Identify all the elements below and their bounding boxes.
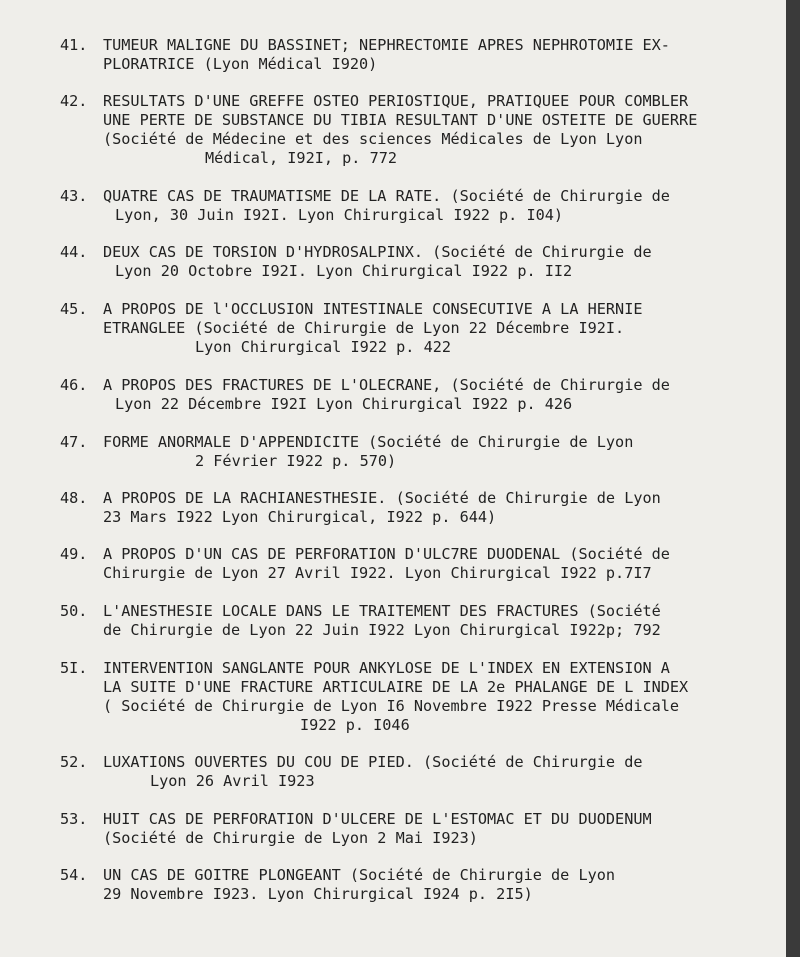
entry-line: I922 p. I046	[300, 716, 410, 734]
entry-number: 54.	[60, 866, 88, 884]
entry-line: INTERVENTION SANGLANTE POUR ANKYLOSE DE L'INDEX EN EXTENSION A	[103, 659, 670, 677]
entry-42	[60, 92, 760, 168]
entry-line: A PROPOS DES FRACTURES DE L'OLECRANE, (Société de Chirurgie de	[103, 376, 670, 394]
entry-line: PLORATRICE (Lyon Médical I920)	[103, 55, 378, 73]
entry-line: Lyon 20 Octobre I92I. Lyon Chirurgical I922 p. II2	[115, 262, 573, 280]
entry-line: Lyon 26 Avril I923	[150, 772, 315, 790]
entry-line: Lyon 22 Décembre I92I Lyon Chirurgical I922 p. 426	[115, 395, 573, 413]
entry-number: 47.	[60, 433, 88, 451]
entry-48	[60, 489, 760, 527]
entry-line: A PROPOS DE l'OCCLUSION INTESTINALE CONSECUTIVE A LA HERNIE	[103, 300, 643, 318]
entry-53	[60, 810, 760, 848]
entry-line: TUMEUR MALIGNE DU BASSINET; NEPHRECTOMIE APRES NEPHROTOMIE EX-	[103, 36, 670, 54]
entry-number: 53.	[60, 810, 88, 828]
entry-number: 49.	[60, 545, 88, 563]
entry-line: LA SUITE D'UNE FRACTURE ARTICULAIRE DE LA 2e PHALANGE DE L INDEX	[103, 678, 689, 696]
entry-47	[60, 433, 760, 471]
entry-45	[60, 300, 760, 357]
entry-41	[60, 36, 760, 74]
entry-number: 52.	[60, 753, 88, 771]
entry-line: ETRANGLEE (Société de Chirurgie de Lyon 22 Décembre I92I.	[103, 319, 625, 337]
entry-52	[60, 753, 760, 791]
entry-line: 23 Mars I922 Lyon Chirurgical, I922 p. 644)	[103, 508, 497, 526]
entry-line: 29 Novembre I923. Lyon Chirurgical I924 p. 2I5)	[103, 885, 533, 903]
entry-line: ( Société de Chirurgie de Lyon I6 Novembre I922 Presse Médicale	[103, 697, 680, 715]
entry-number: 46.	[60, 376, 88, 394]
entry-54	[60, 866, 760, 904]
entry-number: 48.	[60, 489, 88, 507]
entry-number: 5I.	[60, 659, 88, 677]
entry-line: Lyon, 30 Juin I92I. Lyon Chirurgical I922 p. I04)	[115, 206, 564, 224]
entry-44	[60, 243, 760, 281]
entry-number: 45.	[60, 300, 88, 318]
entry-line: (Société de Chirurgie de Lyon 2 Mai I923)	[103, 829, 478, 847]
entry-line: Chirurgie de Lyon 27 Avril I922. Lyon Chirurgical I922 p.7I7	[103, 564, 652, 582]
entry-49	[60, 545, 760, 583]
entry-51	[60, 659, 760, 735]
entry-43	[60, 187, 760, 225]
entry-line: FORME ANORMALE D'APPENDICITE (Société de Chirurgie de Lyon	[103, 433, 634, 451]
entry-line: LUXATIONS OUVERTES DU COU DE PIED. (Société de Chirurgie de	[103, 753, 643, 771]
entry-line: DEUX CAS DE TORSION D'HYDROSALPINX. (Société de Chirurgie de	[103, 243, 652, 261]
entry-line: 2 Février I922 p. 570)	[195, 452, 397, 470]
entry-line: QUATRE CAS DE TRAUMATISME DE LA RATE. (Société de Chirurgie de	[103, 187, 670, 205]
entry-number: 41.	[60, 36, 88, 54]
entry-line: A PROPOS D'UN CAS DE PERFORATION D'ULC7RE DUODENAL (Société de	[103, 545, 670, 563]
entry-line: de Chirurgie de Lyon 22 Juin I922 Lyon Chirurgical I922p; 792	[103, 621, 661, 639]
entry-line: A PROPOS DE LA RACHIANESTHESIE. (Société de Chirurgie de Lyon	[103, 489, 661, 507]
entry-number: 42.	[60, 92, 88, 110]
entry-number: 43.	[60, 187, 88, 205]
entry-46	[60, 376, 760, 414]
entry-line: UN CAS DE GOITRE PLONGEANT (Société de Chirurgie de Lyon	[103, 866, 616, 884]
entry-number: 50.	[60, 602, 88, 620]
entry-line: (Société de Médecine et des sciences Médicales de Lyon Lyon	[103, 130, 643, 148]
entry-line: RESULTATS D'UNE GREFFE OSTEO PERIOSTIQUE, PRATIQUEE POUR COMBLER	[103, 92, 689, 110]
entry-line: HUIT CAS DE PERFORATION D'ULCERE DE L'ESTOMAC ET DU DUODENUM	[103, 810, 652, 828]
entry-line: UNE PERTE DE SUBSTANCE DU TIBIA RESULTANT D'UNE OSTEITE DE GUERRE	[103, 111, 698, 129]
entry-line: Lyon Chirurgical I922 p. 422	[195, 338, 452, 356]
entry-line: L'ANESTHESIE LOCALE DANS LE TRAITEMENT DES FRACTURES (Société	[103, 602, 661, 620]
entry-line: Médical, I92I, p. 772	[205, 149, 398, 167]
entry-number: 44.	[60, 243, 88, 261]
entry-50	[60, 602, 760, 640]
